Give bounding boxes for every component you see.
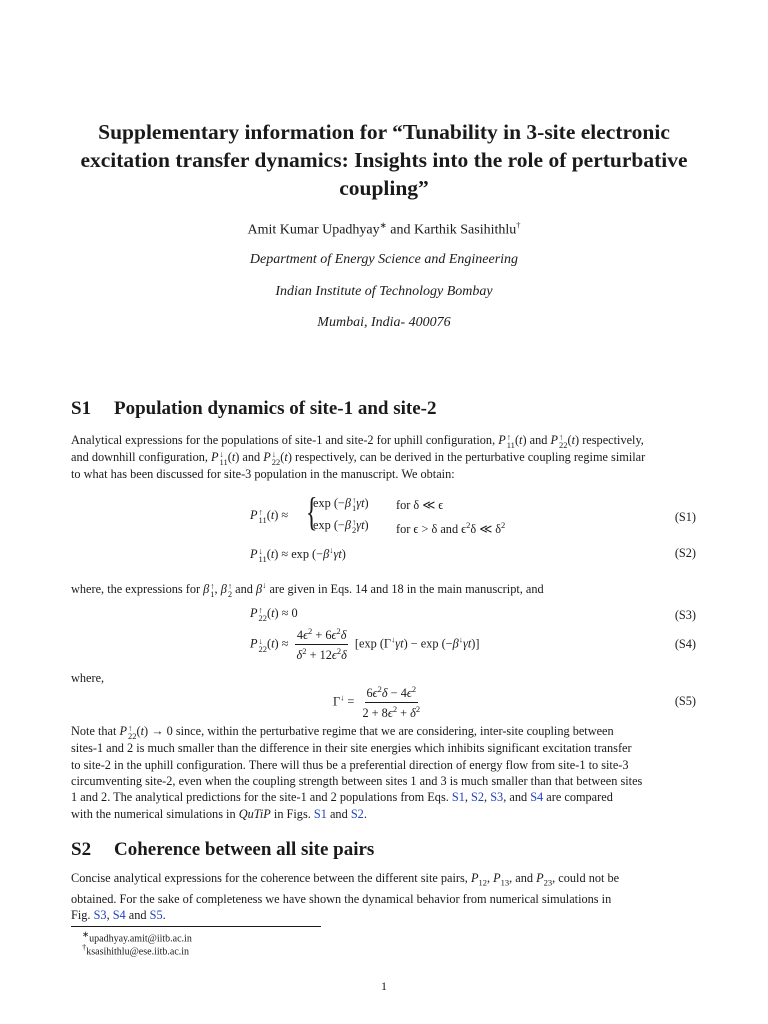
paper-page: Supplementary information for “Tunability in 3-site electronic excitation transfer dynamics: Insights into the role of perturbative coupling” Amit Kumar Upadhyay∗ and Karthik Sasihithlu† Department of Energy Science and Engineering Indian Institute of Technology Bombay Mumbai, India- 400076 S1 Population dynamics of site-1 and site-2 Analytical expressions for the populations of site-1 and site-2 for uphill configuration, P ↑ 11 (t) and P ↑ 22 (t) respectively, and downhill configuration, P ↓ 11 (t) and P ↓ 22 (t) respectively, can be derived in the perturbative coupling regime similar to what has been discussed for site-3 population in the manuscript. We obtain: P ↑ 11 (t) ≈ { exp (−β ↑ 1 γt) exp (−β ↑ 2 γt) for δ ≪ ϵ for ϵ > δ and $\epsilon^2\delta$ ≪ $\delta^2$ (S1) P ↓ 11 (t) ≈ exp (−β↓γt) (S2) where, the expressions for β ↑ 1 , β ↑ 2 and β↓ are given in Eqs. 14 and 18 in the main manuscript, and P ↑ 22 (t) ≈ 0 (S3) P ↓ 22 (t) ≈ $\frac{4\epsilon^2 + 6\epsilon^2\delta}{\delta^2 + 12\epsilon^2\delta}$ [exp (Γ↓γt) − exp (−β↓γt)] (S4) where, Γ↓ = $\frac{6\epsilon^2\delta - 4\epsilon^2}{2 + 8\epsilon^2 + \delta^2}$ (S5) Note that P ↑ 22 (t) → 0 since, within the perturbative regime that we are considering, inter-site coupling between sites-1 and 2 is much smaller than the difference in their site energies which inhibits significant excitation transfer to site-2 in the uphill configuration. There will thus be a preferential direction of energy flow from site-1 to site-3 circumventing site-2, even when the coupling strength between sites 1 and 3 is much smaller than that between sites 1 and 2. The analytical predictions for the site-1 and 2 populations from Eqs. S1, S2, S3, and S4 are compared with the numerical simulations in QuTiP in Figs. S1 and S2. S2 Coherence between all site pairs Concise analytical expressions for the coherence between the different site pairs, $P_{12}$, $P_{13}$, and $P_{23}$, could not be obtained. For the sake of completeness we have shown the dynamical behavior from numerical simulations in Fig. S3, S4 and S5. ∗upadhyay.amit@iitb.ac.in †ksasihithlu@ese.iitb.ac.in 1 xyxy=(0,0,768,1024)
affiliation-location: Mumbai, India- 400076 xyxy=(317,315,451,330)
equation-s4: P ↓ 22 (t) ≈ $\frac{4\epsilon^2 + 6\epsilon^2\delta}{\delta^2 + 12\epsilon^2\delta}$ [exp (Γ↓γt) − exp (−β↓γt)] xyxy=(250,626,480,663)
equation-number: (S4) xyxy=(674,637,696,651)
section-number: S1 xyxy=(71,398,92,419)
figure-link[interactable]: S4 xyxy=(112,908,126,923)
figure-link[interactable]: S3 xyxy=(93,908,107,923)
figure-link[interactable]: S5 xyxy=(149,908,163,923)
paragraph-coherence: Concise analytical expressions for the coherence between the different site pairs, $P_{12}$, $P_{13}$, and $P_{23}$, could not be obtained. For the sake of completeness we have shown the dynamical behavior from numerical simulations in Fig. S3, S4 and S5. xyxy=(71,871,620,923)
footnote-rule xyxy=(71,926,321,927)
equation-s2: P ↓ 11 (t) ≈ exp (−β↓γt) xyxy=(250,545,346,565)
equation-s3: P ↑ 22 (t) ≈ 0 xyxy=(250,605,298,624)
author-name: Karthik Sasihithlu xyxy=(414,222,517,238)
paragraph-where-2: where, xyxy=(71,671,105,685)
equation-number: (S2) xyxy=(674,546,696,560)
affiliation-department: Department of Energy Science and Engineering xyxy=(249,252,519,267)
equation-number: (S1) xyxy=(674,510,696,524)
figure-link[interactable]: S2 xyxy=(350,806,364,821)
author-footnote-mark: ∗ xyxy=(379,220,387,230)
equation-link[interactable]: S2 xyxy=(471,790,485,805)
section-title: Coherence between all site pairs xyxy=(114,839,375,860)
equation-number: (S5) xyxy=(674,694,696,708)
equation-link[interactable]: S3 xyxy=(490,790,504,805)
equation-s5: Γ↓ = $\frac{6\epsilon^2\delta - 4\epsilon^2}{2 + 8\epsilon^2 + \delta^2}$ xyxy=(333,684,421,721)
footnote-1: ∗upadhyay.amit@iitb.ac.in xyxy=(82,929,192,945)
paragraph-where-1: where, the expressions for β ↑ 1 , β ↑ 2 and β↓ are given in Eqs. 14 and 18 in the main manuscript, and xyxy=(71,580,544,600)
author-line: Amit Kumar Upadhyay∗ and Karthik Sasihithlu† xyxy=(247,220,521,238)
equation-link[interactable]: S4 xyxy=(530,790,544,805)
page-number: 1 xyxy=(381,979,387,993)
paragraph-intro: Analytical expressions for the populations of site-1 and site-2 for uphill configuration, P ↑ 11 (t) and P ↑ 22 (t) respectively, and downhill configuration, P ↓ 11 (t) and P ↓ 22 (t) respectively, can be derived in the perturbative coupling regime similar to what has been discussed for site-3 population in the manuscript. We obtain: xyxy=(71,432,646,482)
author-name: Amit Kumar Upadhyay xyxy=(247,222,380,238)
figure-link[interactable]: S1 xyxy=(313,806,327,821)
paper-title: Supplementary information for “Tunability in 3-site electronic excitation transfer dynamics: Insights into the role of perturbative coupling” xyxy=(80,120,688,200)
affiliation-institute: Indian Institute of Technology Bombay xyxy=(275,284,493,299)
author-footnote-mark: † xyxy=(516,220,521,230)
section-heading-s2 xyxy=(71,839,374,861)
equation-link[interactable]: S1 xyxy=(451,790,465,805)
equation-number: (S3) xyxy=(674,608,696,622)
section-title: Population dynamics of site-1 and site-2 xyxy=(114,398,437,419)
section-number: S2 xyxy=(71,839,92,860)
section-heading-s1 xyxy=(71,398,437,420)
paragraph-note: Note that P ↑ 22 (t) → 0 since, within the perturbative regime that we are considering, inter-site coupling between sites-1 and 2 is much smaller than the difference in their site energies which inhibits significant excitation transfer to site-2 in the uphill configuration. There will thus be a preferential direction of energy flow from site-1 to site-3 circumventing site-2, even when the coupling strength between sites 1 and 3 is much smaller than that between sites 1 and 2. The analytical predictions for the site-1 and 2 populations from Eqs. S1, S2, S3, and S4 are compared with the numerical simulations in QuTiP in Figs. S1 and S2. xyxy=(71,723,643,821)
footnote-2: †ksasihithlu@ese.iitb.ac.in xyxy=(82,942,190,958)
